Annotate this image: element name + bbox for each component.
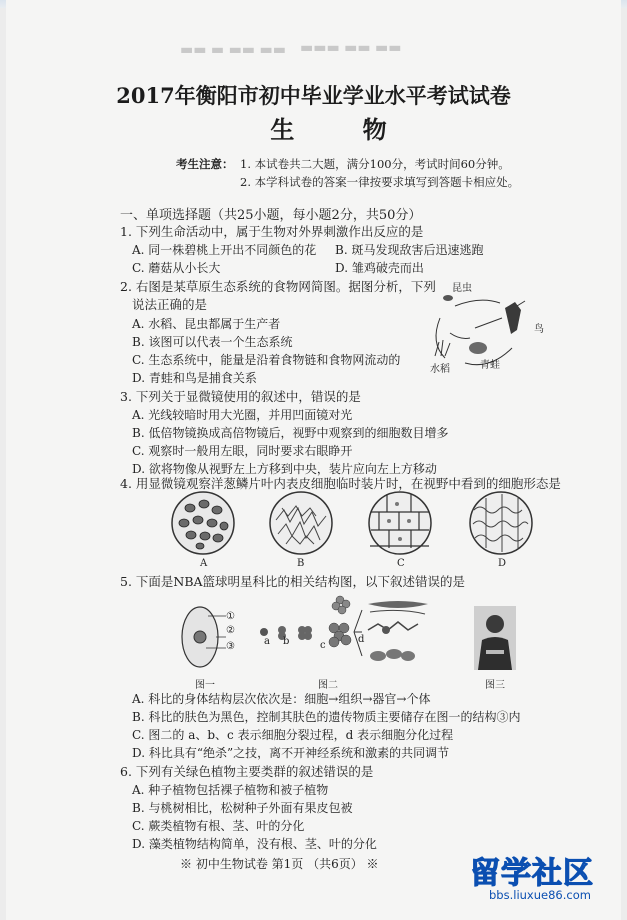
watermark-url: bbs.liuxue86.com: [489, 888, 591, 902]
question-1-option-d: D. 雏鸡破壳而出: [335, 261, 424, 275]
question-1-option-a: A. 同一株碧桃上开出不同颜色的花: [132, 243, 317, 257]
question-6-option-b: B. 与桃树相比，松树种子外面有果皮包被: [132, 801, 353, 815]
figure-1-label-1: ①: [226, 611, 235, 622]
question-3-option-c: C. 观察时一般用左眼，同时要求右眼睁开: [132, 444, 353, 458]
food-web-label-insect: 昆虫: [452, 283, 472, 294]
notice-line-1: 1. 本试卷共二大题，满分100分，考试时间60分钟。: [240, 157, 510, 171]
figure-3-caption: 图三: [485, 680, 505, 691]
exam-title: 2017年衡阳市初中毕业学业水平考试试卷: [116, 83, 511, 108]
question-1-option-c: C. 蘑菇从小长大: [132, 261, 221, 275]
cell-figure-d: [468, 490, 534, 556]
question-3-option-b: B. 低倍物镜换成高倍物镜后，视野中观察到的细胞数目增多: [132, 426, 449, 440]
cell-figure-a: [170, 490, 236, 556]
question-6-option-d: D. 藻类植物结构简单，没有根、茎、叶的分化: [132, 837, 377, 851]
figure-2-label-a: a: [264, 636, 270, 647]
food-web-label-frog: 青蛙: [480, 360, 500, 371]
cell-label-c: C: [397, 558, 405, 569]
cell-figure-c: [367, 490, 433, 556]
page-footer: ※ 初中生物试卷 第1页 （共6页） ※: [180, 857, 379, 871]
figure-1-label-3: ③: [226, 641, 235, 652]
figure-2-label-d: d: [358, 634, 365, 645]
question-6-stem: 6. 下列有关绿色植物主要类群的叙述错误的是: [120, 764, 374, 779]
question-1-option-b: B. 斑马发现敌害后迅速逃跑: [335, 243, 484, 257]
figure-1-caption: 图一: [195, 680, 215, 691]
section-title: 一、单项选择题（共25小题，每小题2分，共50分）: [120, 208, 422, 223]
figure-2-division: [258, 590, 478, 670]
bleed-through-mark: ▬▬ ▬ ▬▬ ▬▬: [180, 42, 286, 58]
question-5-option-a: A. 科比的身体结构层次依次是：细胞→组织→器官→个体: [132, 692, 431, 706]
question-2-option-c: C. 生态系统中，能量是沿着食物链和食物网流动的: [132, 353, 401, 367]
question-2-stem-cont: 说法正确的是: [132, 297, 208, 312]
question-5-option-b: B. 科比的肤色为黑色，控制其肤色的遗传物质主要储存在图一的结构③内: [132, 710, 521, 724]
watermark-logo: 留学社区: [470, 856, 594, 891]
cell-label-d: D: [498, 558, 507, 569]
bleed-through-mark: ▬▬▬ ▬▬ ▬▬: [300, 40, 402, 56]
question-3-stem: 3. 下列关于显微镜使用的叙述中，错误的是: [120, 389, 361, 404]
question-2-option-a: A. 水稻、昆虫都属于生产者: [132, 317, 281, 331]
question-4-stem: 4. 用显微镜观察洋葱鳞片叶内表皮细胞临时装片时，在视野中看到的细胞形态是: [120, 476, 561, 491]
question-5-option-d: D. 科比具有“绝杀”之技，离不开神经系统和激素的共同调节: [132, 746, 450, 760]
question-2-stem: 2. 右图是某草原生态系统的食物网简图。据图分析，下列: [120, 279, 436, 294]
question-3-option-d: D. 欲将物像从视野左上方移到中央，装片应向左上方移动: [132, 462, 437, 476]
cell-label-b: B: [297, 558, 305, 569]
question-6-option-c: C. 蕨类植物有根、茎、叶的分化: [132, 819, 305, 833]
food-web-label-bird: 鸟: [534, 324, 544, 335]
question-5-stem: 5. 下面是NBA篮球明星科比的相关结构图，以下叙述错误的是: [120, 574, 466, 589]
cell-label-a: A: [200, 558, 208, 569]
notice-label: 考生注意：: [176, 157, 234, 171]
figure-2-caption: 图二: [318, 680, 338, 691]
cell-figure-b: [268, 490, 334, 556]
figure-2-label-c: c: [320, 640, 326, 651]
notice-line-2: 2. 本学科试卷的答案一律按要求填写到答题卡相应处。: [240, 175, 520, 189]
figure-1-cell: [178, 604, 228, 670]
question-5-option-c: C. 图二的 a、b、c 表示细胞分裂过程，d 表示细胞分化过程: [132, 728, 454, 742]
figure-2-label-b: b: [283, 636, 290, 647]
question-2-option-b: B. 该图可以代表一个生态系统: [132, 335, 293, 349]
subject-title: 生 物: [270, 115, 417, 144]
question-3-option-a: A. 光线较暗时用大光圈，并用凹面镜对光: [132, 408, 353, 422]
question-6-option-a: A. 种子植物包括裸子植物和被子植物: [132, 783, 329, 797]
food-web-label-rice: 水稻: [430, 364, 450, 375]
question-2-option-d: D. 青蛙和鸟是捕食关系: [132, 371, 257, 385]
question-1-stem: 1. 下列生命活动中，属于生物对外界刺激作出反应的是: [120, 224, 424, 239]
figure-3-photo: [474, 606, 516, 670]
figure-1-label-2: ②: [226, 625, 235, 636]
